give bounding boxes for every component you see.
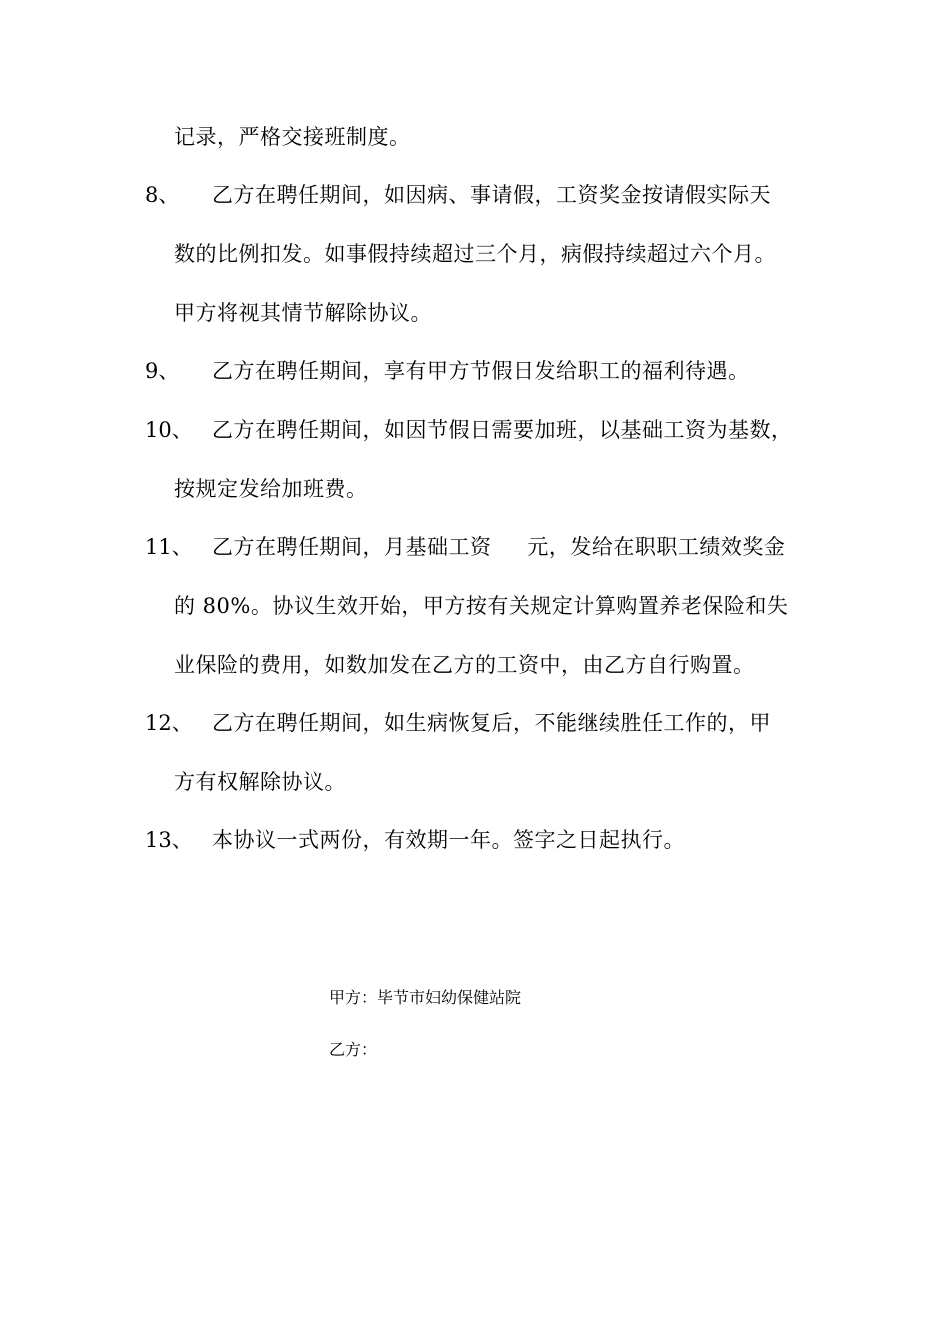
item-number-10: 10、	[145, 418, 193, 442]
item-13-line-1: 本协议一式两份，有效期一年。签字之日起执行。	[212, 828, 685, 852]
party-a-signature: 甲方：毕节市妇幼保健站院	[329, 988, 522, 1007]
item-number-8: 8、	[145, 183, 180, 207]
item-number-13: 13、	[145, 828, 193, 852]
item-number-11: 11、	[145, 535, 193, 559]
item-10-line-1: 乙方在聘任期间，如因节假日需要加班，以基础工资为基数，	[212, 418, 793, 442]
party-b-signature: 乙方：	[329, 1040, 378, 1059]
item-9-line-1: 乙方在聘任期间，享有甲方节假日发给职工的福利待遇。	[212, 359, 750, 383]
item-number-12: 12、	[145, 711, 193, 735]
item-8-line-2: 数的比例扣发。如事假持续超过三个月，病假持续超过六个月。	[174, 242, 776, 266]
item-10-line-2: 按规定发给加班费。	[174, 477, 368, 501]
item-11-line-2: 的 80%。协议生效开始，甲方按有关规定计算购置养老保险和失	[174, 594, 789, 618]
item-11-line-3: 业保险的费用，如数加发在乙方的工资中，由乙方自行购置。	[174, 653, 755, 677]
item-number-9: 9、	[145, 359, 180, 383]
item-8-line-3: 甲方将视其情节解除协议。	[174, 301, 432, 325]
item-12-line-1: 乙方在聘任期间，如生病恢复后，不能继续胜任工作的，甲	[212, 711, 771, 735]
item-11-line-1: 乙方在聘任期间，月基础工资 元，发给在职职工绩效奖金	[212, 535, 786, 559]
continuation-line: 记录，严格交接班制度。	[174, 125, 411, 149]
item-8-line-1: 乙方在聘任期间，如因病、事请假，工资奖金按请假实际天	[212, 183, 771, 207]
item-12-line-2: 方有权解除协议。	[174, 770, 346, 794]
